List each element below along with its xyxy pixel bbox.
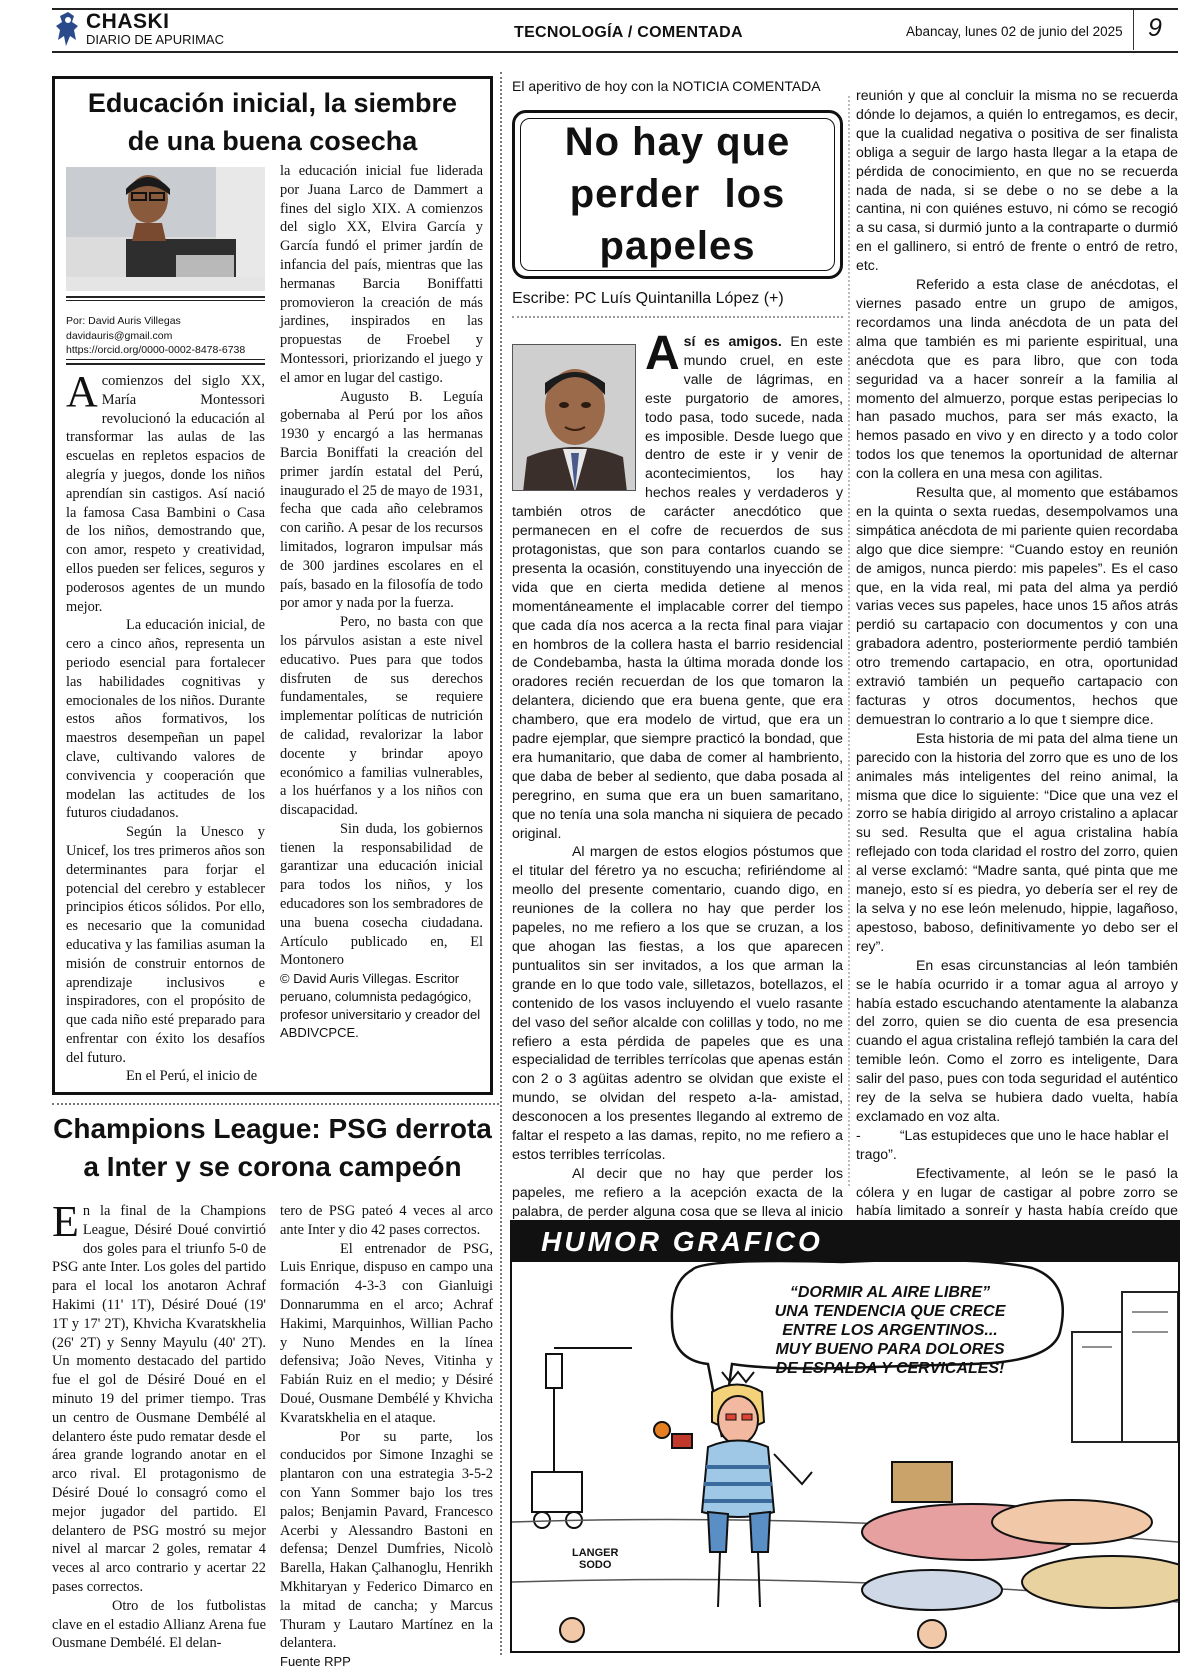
byline-orcid[interactable]: https://orcid.org/0000-0002-8478-6738 <box>66 344 246 356</box>
speech-bubble-text <box>700 1283 1080 1378</box>
column-divider <box>500 72 502 1655</box>
author-divider <box>512 316 843 318</box>
article-title <box>52 1110 493 1186</box>
paragraph: En el Perú, el inicio de <box>126 1068 258 1085</box>
signature-line: LANGER <box>572 1547 619 1559</box>
paragraph: Sin duda, los gobiernos tienen la responsabilidad de garantizar una educación inicial para todos los niños, y los educadores son los sembradores de una buena cosecha ciudadana. Artículo publicado en, El Montonero <box>280 820 483 969</box>
speech-line: MUY BUENO PARA DOLORES <box>775 1341 1005 1358</box>
header-separator <box>1133 10 1134 50</box>
byline-rule <box>66 300 265 301</box>
title-line: Educación inicial, la siembre <box>87 88 458 118</box>
paragraph: Al margen de estos elogios póstumos que el titular del féretro ya no escucha; refiriéndome al meollo del presente comentario, cuando digo, en reuniones de la collera no hay que perder los papeles, no me refiero a los que se cruzan, a los que ahogan las fiestas, a los que aparecen puntualitos sin ser invitados, a los que arman la grande en lo que todo vale, silletazos, botellazos, el contenido de los vasos incluyendo el vuelo rasante del vaso del señor alcalde con colillas y todo, no me refiero a esta pérdida de papeles que es una especialidad de terribles terrícolas que apenas están con 2 o 3 agüitas adentro se olvidan que existe el mundo, se olvidan del respeto a-la- amistad, desconocen a los presentes llegando al extremo de faltar el respeto a las damas, repito, no me refiero a estos terribles terrícolas. <box>512 843 843 1162</box>
newspaper-logo-icon <box>54 10 82 48</box>
paragraph: Referido a esta clase de anécdotas, el viernes pasado entre un grupo de amigos, recordamos una linda anécdota de un pata del alma que también es mi pariente espiritual, una anécdota que es para libro, que con toda seguridad va a hacer sonreír a la familia al momento del almuerzo, porque estas peripecias lo han pasado muchos, para ser más exacto, la hemos pasado en vivo y en directo y a todo color todos los que tenemos la oportunidad de alternar con la collera en una mesa con agilitas. <box>856 276 1178 482</box>
lead-in: sí es amigos. <box>683 333 782 349</box>
title-line: No hay que <box>564 120 791 164</box>
signature-line: SODO <box>579 1559 612 1571</box>
section-divider <box>52 1103 499 1105</box>
byline-email[interactable]: davidauris@gmail.com <box>66 329 173 342</box>
paragraph: Según la Unesco y Unicef, los tres primeros años son determinantes para forjar el potencial del cerebro y establecer principios éticos sólidos. Por ello, es necesario que la comunidad educativa y las familias asuman la misión de construir entornos de aprendizaje inclusivos e inspiradores, con el propósito de que cada niño esté preparado para enfrentar con éxito los desafíos del futuro. <box>66 824 265 1066</box>
author-photo <box>66 167 265 291</box>
paragraph: comienzos del siglo XX, María Montessori revolucionó la educación al transformar las aulas de las escuelas en repletos espacios de alegría y juegos, donde los niños aprendían sin castigos. Así nació la famosa Casa Bambini o Casa de los niños, demostrando que, con amor, respeto y creatividad, ellos pueden ser felices, seguros y poderosos agentes de un mundo mejor. <box>66 373 265 615</box>
title-line: a Inter y se corona campeón <box>83 1151 462 1182</box>
paragraph: Por su parte, los conducidos por Simone Inzaghi se plantaron con una estrategia 3-5-2 con Yann Sommer bajo los tres palos; Benjamin Pavard, Francesco Acerbi y Alessandro Bastoni en defensa; Denzel Dumfries, Nicolò Barella, Hakan Çalhanoglu, Henrikh Mkhitaryan y Federico Dimarco en la mitad de cancha; y Marcus Thuram y Lautaro Martínez en la delantera. <box>280 1428 493 1652</box>
paragraph: Resulta que, al momento que estábamos en la quinta o sexta ruedas, desempolvamos una simpática anécdota de mi pariente quien recordaba algo que dice siempre: “Cuando estoy en reunión de amigos, nunca pierdo: mis papeles”. Es el caso que, en la vida real, mi pata del alma ya perdió varias veces sus papeles, hace unos 15 años atrás perdió su cartapacio con documentos y con una grabadora adentro, posteriormente perdió también otro tremendo cartapacio, en otra, oportunidad extravió también un pequeño cartapacio con facturas y otros documentos, hechos que demuestran lo contrario a lo que t siempre dice. <box>856 484 1178 727</box>
drop-cap: A <box>66 367 98 416</box>
title-line: de una buena cosecha <box>127 126 418 156</box>
title-line: Champions League: PSG derrota <box>53 1113 492 1144</box>
paragraph: El entrenador de PSG, Luis Enrique, dispuso en campo una formación 4-3-3 con Gianluigi Donnarumma en el arco; Achraf Hakimi, Marquinhos, Willian Pacho y Nuno Mendes en la línea defensiva; João Neves, Vitinha y Fabián Ruiz en el medio; y Désiré Doué, Ousmane Dembélé y Khvicha Kvaratskhelia en el ataque. <box>280 1240 493 1426</box>
paragraph: La educación inicial, de cero a cinco años, representa un periodo esencial para fortalecer las habilidades cognitivas y emocionales de los niños. Durante estos años formativos, los maestros desempeñan un papel clave, cultivando valores de convivencia y cooperación que modelan las actitudes de los futuros ciudadanos. <box>66 617 265 822</box>
byline-rule <box>66 359 265 360</box>
cartoonist-signature <box>572 1547 618 1571</box>
section-label: TECNOLOGÍA / COMENTADA <box>514 24 743 41</box>
source-credit: Fuente RPP <box>280 1654 351 1670</box>
speech-line: UNA TENDENCIA QUE CRECE <box>774 1303 1006 1320</box>
article-column <box>52 1197 266 1653</box>
cartoon-header: HUMOR GRAFICO <box>541 1226 823 1257</box>
paragraph: En este mundo cruel, en este valle de lágrimas, en este purgatorio de amores, todo pasa, todo sucede, nada es imposible. Desde luego que dentro de este ir y venir de acontecimientos, los hay hechos reales y verdaderos y también otros de carácter anecdótico que permanecen en el cofre de recuerdos de sus protagonistas, que son para contarlos cuando se presenta la ocasión, constituyendo una inyección de vida que en cierta medida detiene al menos momentáneamente el implacable correr del tiempo que cada día nos acerca a la recta final para viajar en hombros de la collera hasta el barrio residencial de Condebamba, hasta la última morada donde los oradores recién recuerdan de los que tomaron la delantera, diciendo que era buena gente, que era chambero, que era modelo de virtud, que era un padre ejemplar, que siempre practicó la bondad, que era humanitario, que daba de comer al hambriento, que daba de beber al sediento, que daba posada al peregrino, en suma que era un buen samaritano, que no tenía una sola mancha ni siquiera de pecado original. <box>512 333 843 841</box>
paragraph: la educación inicial fue liderada por Juana Larco de Dammert a fines del siglo XIX. A comienzos del siglo XX, Elvira García y García fundó el primer jardín de infancia del país, mientras que las hermanas Barcia Boniffatti promovieron la creación de más jardines, inspirados en las propuestas de Froebel y Montessori, priorizando el juego y el amor en lugar del castigo. <box>280 163 483 386</box>
commentary-column <box>856 86 1178 1239</box>
column-divider <box>848 96 850 1186</box>
paragraph: n la final de la Champions League, Désiré Doué convirtió dos goles para el triunfo 5-0 de PSG ante Inter. Los goles del partido para el local los anotaron Achraf Hakimi (11' 1T), Désiré Doué (19' 1T y 17' 2T), Khvicha Kvaratskhelia (26' 2T) y Senny Mayulu (40' 2T). Un momento destacado del partido fue el gol de Désiré Doué en el minuto 19 del primer tiempo. Tras un centro de Ousmane Dembélé al delantero éste pudo rematar desde el área grande logrando anotar en el arco rival. El protagonismo de Désiré Doué lo consagró como el mejor jugador del partido. El delantero de PSG mostró su mejor nivel al marcar 2 goles, rematar 4 veces al arco contrario y acertar 22 pases correctos. <box>52 1203 266 1595</box>
paragraph: Otro de los futbolistas clave en el estadio Allianz Arena fue Ousmane Dembélé. El delan- <box>52 1597 266 1652</box>
paragraph: Esta historia de mi pata del alma tiene un parecido con la historia del zorro que es uno de los animales más inteligentes del reino animal, la misma que dice lo siguiente: “Dice que una vez el zorro se había dirigido al arroyo cristalino a aplacar su sed. Resulta que el agua cristalina había reflejado con toda claridad el rostro del zorro, quien al verse exclamó: “Madre santa, qué pinta que me manejo, esto sí es piedra, yo debería ser el rey de la selva y no ese león melenudo, hippie, lagañoso, apestoso, baboso, definitivamente yo debo ser el rey”. <box>856 729 1178 954</box>
paragraph: - “Las estupideces que uno le hace hablar el trago”. <box>856 1126 1169 1162</box>
paragraph: reunión y que al concluir la misma no se recuerda dónde lo dejamos, a quién lo entregamos, es decir, que la cualidad negativa o positiva de ser finalista obliga a seguir de largo hasta llegar a la etapa de pérdida de conocimiento, en que no se recuerda nada de nada, si se debe o no se debe a la cantina, ni con quiénes estuvo, ni cómo se recogió a su casa, si durmió junto a la contraparte o durmió en el gallinero, si entró de frente o entró de retro, etc. <box>856 87 1178 274</box>
speech-line: “DORMIR AL AIRE LIBRE” <box>789 1284 991 1301</box>
byline-author: Por: David Auris Villegas <box>66 315 181 327</box>
article-column <box>66 367 265 1086</box>
author-credit: © David Auris Villegas. Escritor peruano, columnista pedagógico, profesor universitario y creador del ABDIVCPCE. <box>280 971 481 1041</box>
title-line: perder los <box>569 172 786 216</box>
commentary-column <box>512 327 843 1240</box>
brand-name: CHASKI <box>86 10 170 33</box>
header-bottom-rule <box>52 51 1178 53</box>
paragraph: tero de PSG pateó 4 veces al arco ante Inter y dio 42 pases correctos. <box>280 1203 493 1238</box>
article-column <box>280 1202 493 1672</box>
speech-line: ENTRE LOS ARGENTINOS... <box>782 1322 998 1339</box>
commentary-author: Escribe: PC Luís Quintanilla López (+) <box>512 290 784 307</box>
brand-subtitle: DIARIO DE APURIMAC <box>86 32 224 47</box>
paragraph: Efectivamente, al león se le pasó la cólera y en lugar de castigar al pobre zorro se había limitado a sonreír y hasta había creído que <box>856 1164 1178 1219</box>
paragraph: Pero, no basta con que los párvulos asistan a este nivel educativo. Pues para que todos disfruten de sus derechos fundamentales, se requiere implementar políticas de nutrición de calidad, revalorizar la labor docente y brindar apoyo económico a familias vulnerables, a los huérfanos y a los niños con discapacidad. <box>280 614 483 819</box>
drop-cap: E <box>52 1197 79 1246</box>
paragraph: Al decir que no hay que perder los papeles, me refiero a la acepción exacta de la palabra, de perder alguna cosa que se lleva al inicio <box>512 1164 843 1219</box>
header-top-rule <box>52 8 1178 10</box>
paragraph: En esas circunstancias al león también se le había ocurrido ir a tomar agua al arroyo y había estado escuchando atentamente la alabanza del zorro, quien se dio cuenta de esa presencia cuando el agua cristalina reflejó también la cara del temible león. Como el zorro es inteligente, Dara salir del paso, pues con toda seguridad el auténtico rey de la selva se hubiera dado vuelta, había exclamado en voz alta. <box>856 956 1178 1124</box>
byline-rule <box>66 296 265 298</box>
title-line: papeles <box>599 224 756 268</box>
photo-spacer <box>512 332 645 496</box>
page-number: 9 <box>1148 14 1162 42</box>
kicker: El aperitivo de hoy con la NOTICIA COMENTADA <box>512 78 821 94</box>
article-column <box>280 162 483 1042</box>
byline <box>66 314 245 358</box>
article-title <box>60 84 485 160</box>
paragraph: Augusto B. Leguía gobernaba al Perú por los años 1930 y encargó a las hermanas Barcia Boniffati la creación del primer jardín estatal del Perú, inaugurado el 25 de mayo de 1931, fecha que cada año celebramos con cariño. A pesar de los recursos limitados, lograron impulsar más de 300 jardines escolares en el país, basado en la filosofía de todo por amor y nada por la fuerza. <box>280 388 483 612</box>
commentary-headline <box>520 116 835 272</box>
drop-cap: A <box>645 327 680 380</box>
speech-line: DE ESPALDA Y CERVICALES! <box>775 1360 1005 1377</box>
byline-rule <box>66 363 265 365</box>
date-line: Abancay, lunes 02 de junio del 2025 <box>906 24 1123 39</box>
